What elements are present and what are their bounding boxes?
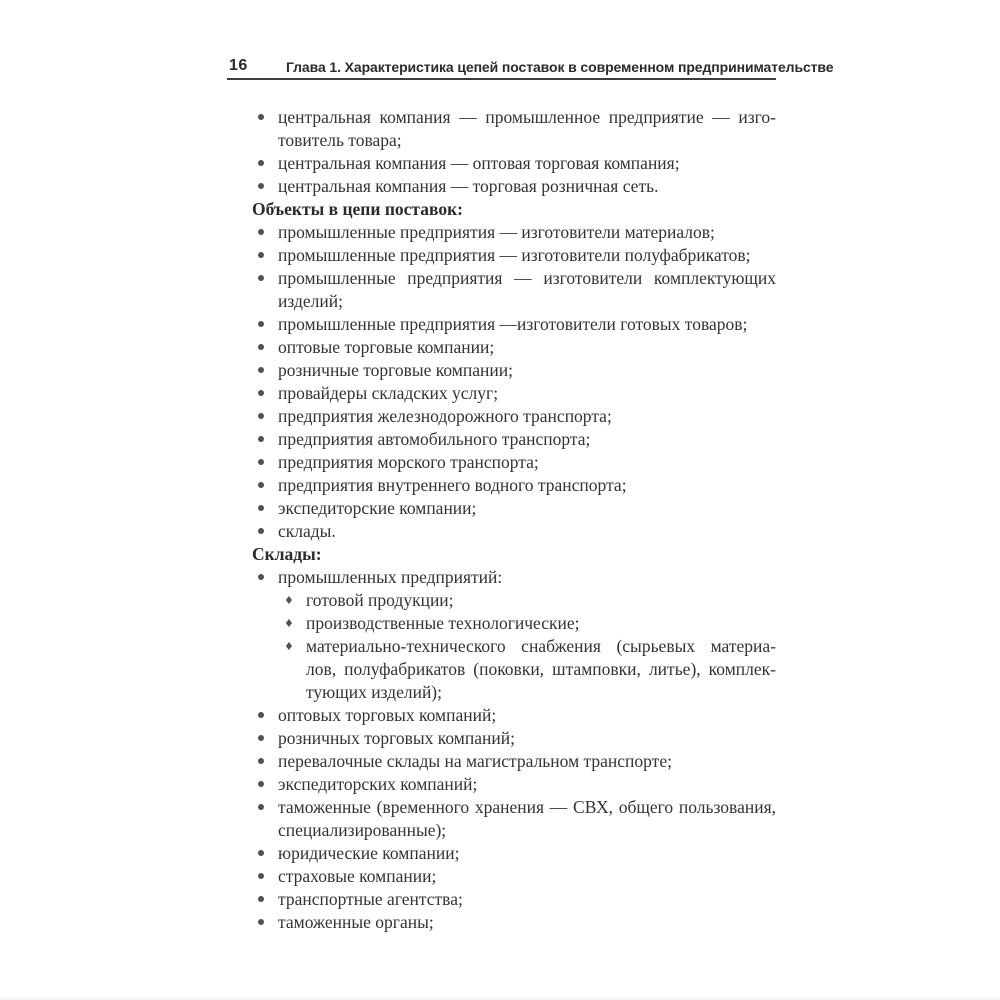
page-content [228,106,776,934]
text-line: промышленные предприятия — изготовители материалов; [278,222,715,242]
list-item [228,612,776,635]
bullet-icon [258,459,264,465]
text-line: товитель товара; [278,130,402,150]
text-line: изделий; [278,291,343,311]
bullet-icon [258,896,264,902]
diamond-icon: ♦ [284,617,294,630]
bullet-icon [258,482,264,488]
list-item [228,106,776,152]
list-item [228,635,776,704]
bullet-icon [258,367,264,373]
list-item [228,589,776,612]
bullet-icon [258,321,264,327]
text-line: промышленные предприятия — изготовители комплектующих [278,268,776,288]
bullet-icon [258,873,264,879]
text-line: юридические компании; [278,843,460,863]
text-line: экспедиторские компании; [278,498,477,518]
bullet-icon [258,114,264,120]
text-line: оптовых торговых компаний; [278,705,497,725]
bullet-icon [258,183,264,189]
list-item [228,313,776,336]
chapter-title: Глава 1. Характеристика цепей поставок в современном предпринимательстве [286,59,834,75]
text-line: страховые компании; [278,866,437,886]
list-item [228,773,776,796]
list-item [228,750,776,773]
list-item [228,796,776,842]
list-item [228,520,776,543]
page-number: 16 [229,57,248,74]
list-item [228,267,776,313]
list-item [228,704,776,727]
text-line: материально-технического снабжения (сырьевых материа- [306,636,776,656]
list-item [228,382,776,405]
list-item [228,842,776,865]
text-line: таможенные (временного хранения — СВХ, общего пользования, [278,797,776,817]
list-item [228,428,776,451]
list-item [228,865,776,888]
text-line: готовой продукции; [306,590,454,610]
bullet-icon [258,528,264,534]
list-item [228,888,776,911]
bullet-icon [258,413,264,419]
list-item [228,359,776,382]
text-line: тующих изделий); [306,682,442,702]
bullet-icon [258,919,264,925]
list-item [228,175,776,198]
list-item [228,244,776,267]
bullet-icon [258,712,264,718]
list-item [228,911,776,934]
bullet-icon [258,574,264,580]
list-item [228,336,776,359]
text-line: розничных торговых компаний; [278,728,515,748]
bullet-icon [258,275,264,281]
text-line: специализированные); [278,820,447,840]
header-rule [227,78,776,80]
bullet-icon [258,229,264,235]
text-line: предприятия морского транспорта; [278,452,539,472]
bullet-icon [258,758,264,764]
text-line: центральная компания — торговая розничная сеть. [278,176,659,196]
text-line: центральная компания — оптовая торговая компания; [278,153,680,173]
text-line: таможенные органы; [278,912,434,932]
list-item [228,221,776,244]
bullet-icon [258,160,264,166]
section-heading: Объекты в цепи поставок: [252,199,463,219]
list-item [228,405,776,428]
list-item [228,727,776,750]
bullet-icon [258,804,264,810]
bullet-icon [258,252,264,258]
text-line: перевалочные склады на магистральном транспорте; [278,751,672,771]
list-item [228,152,776,175]
page-header [228,56,834,78]
text-line: центральная компания — промышленное предприятие — изго- [278,107,776,127]
diamond-icon: ♦ [284,640,294,653]
text-line: оптовые торговые компании; [278,337,495,357]
text-line: провайдеры складских услуг; [278,383,499,403]
bullet-icon [258,505,264,511]
list-item [228,566,776,589]
text-line: лов, полуфабрикатов (поковки, штамповки, литье), комплек- [306,659,776,679]
list-item [228,474,776,497]
text-line: производственные технологические; [306,613,580,633]
text-line: промышленные предприятия —изготовители готовых товаров; [278,314,748,334]
text-line: предприятия автомобильного транспорта; [278,429,591,449]
text-line: транспортные агентства; [278,889,463,909]
text-line: промышленных предприятий: [278,567,503,587]
bullet-icon [258,390,264,396]
bullet-icon [258,850,264,856]
text-line: склады. [278,521,336,541]
list-item [228,497,776,520]
text-line: розничные торговые компании; [278,360,513,380]
diamond-icon: ♦ [284,594,294,607]
bullet-icon [258,436,264,442]
section-heading: Склады: [252,544,322,564]
text-line: промышленные предприятия — изготовители полуфабрикатов; [278,245,751,265]
bullet-icon [258,344,264,350]
text-line: экспедиторских компаний; [278,774,478,794]
list-item [228,451,776,474]
bullet-icon [258,781,264,787]
text-line: предприятия внутреннего водного транспорта; [278,475,627,495]
text-line: предприятия железнодорожного транспорта; [278,406,612,426]
bullet-icon [258,735,264,741]
